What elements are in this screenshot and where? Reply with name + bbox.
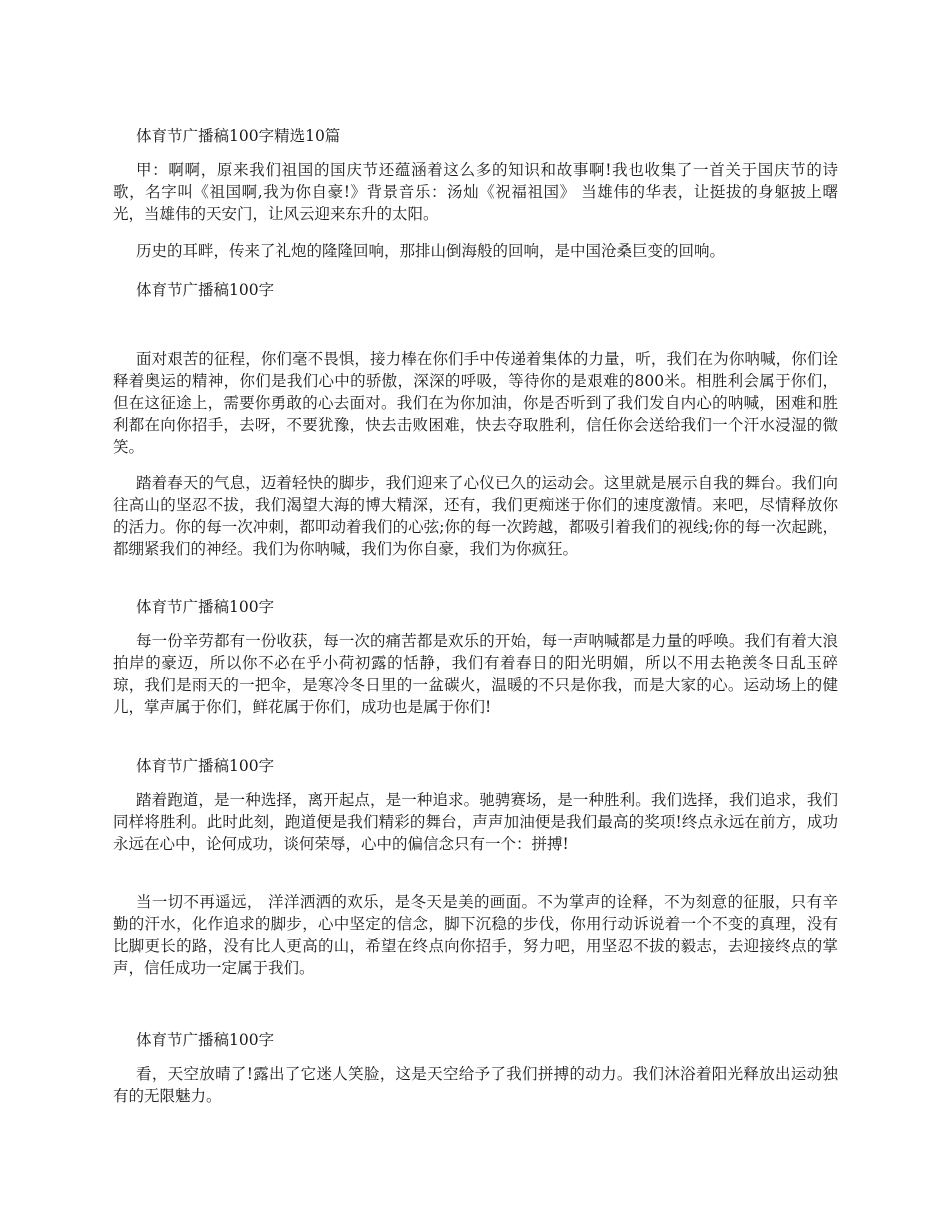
paragraph-history-echo: 历史的耳畔，传来了礼炮的隆隆回响，那排山倒海般的回响，是中国沧桑巨变的回响。 bbox=[136, 242, 726, 260]
section-heading-4: 体育节广播稿100字 bbox=[136, 1031, 275, 1049]
paragraph-reward: 每一份辛劳都有一份收获，每一次的痛苦都是欢乐的开始，每一声呐喊都是力量的呼唤。我们有着大浪拍岸的豪迈，所以你不必在乎小荷初露的恬静，我们有着春日的阳光明媚，所以不用去艳羡冬日乱玉碎琼，我们是雨天的一把伞，是寒冷冬日里的一盆碳火，温暖的不只是你我，而是大家的心。运动场上的健儿，掌声属于你们，鲜花属于你们，成功也是属于你们! bbox=[113, 632, 838, 716]
paragraph-winter: 当一切不再遥远， 洋洋洒洒的欢乐，是冬天是美的画面。不为掌声的诠释，不为刻意的征服，只有辛勤的汗水，化作追求的脚步，心中坚定的信念，脚下沉稳的步伐，你用行动诉说着一个不变的真理，没有比脚更长的路，没有比人更高的山，希望在终点向你招手，努力吧，用坚忍不拔的毅志，去迎接终点的掌声，信任成功一定属于我们。 bbox=[113, 893, 838, 977]
paragraph-track: 踏着跑道，是一种选择，离开起点，是一种追求。驰骋赛场，是一种胜利。我们选择，我们追求，我们同样将胜利。此时此刻，跑道便是我们精彩的舞台，声声加油便是我们最高的奖项!终点永远在前方，成功永远在心中，论何成功，谈何荣辱，心中的偏信念只有一个：拼搏! bbox=[113, 791, 838, 853]
paragraph-national-day: 甲：啊啊，原来我们祖国的国庆节还蕴涵着这么多的知识和故事啊!我也收集了一首关于国庆节的诗歌，名字叫《祖国啊,我为你自豪!》背景音乐：汤灿《祝福祖国》 当雄伟的华表，让挺拔的身躯披上曙光，当雄伟的天安门，让风云迎来东升的太阳。 bbox=[113, 161, 838, 223]
paragraph-spring: 踏着春天的气息，迈着轻快的脚步，我们迎来了心仪已久的运动会。这里就是展示自我的舞台。我们向往高山的坚忍不拔，我们渴望大海的博大精深，还有，我们更痴迷于你们的速度激情。来吧，尽情释放你的活力。你的每一次冲刺，都叩动着我们的心弦;你的每一次跨越，都吸引着我们的视线;你的每一次起跳，都绷紧我们的神经。我们为你呐喊，我们为你自豪，我们为你疯狂。 bbox=[113, 474, 838, 558]
section-heading-3: 体育节广播稿100字 bbox=[136, 757, 275, 775]
document-title: 体育节广播稿100字精选10篇 bbox=[136, 127, 341, 145]
paragraph-sky: 看，天空放晴了!露出了它迷人笑脸，这是天空给予了我们拼搏的动力。我们沐浴着阳光释放出运动独有的无限魅力。 bbox=[113, 1065, 838, 1105]
section-heading-1: 体育节广播稿100字 bbox=[136, 281, 275, 299]
paragraph-hardship: 面对艰苦的征程，你们毫不畏惧，接力棒在你们手中传递着集体的力量，听，我们在为你呐喊，你们诠释着奥运的精神，你们是我们心中的骄傲，深深的呼吸，等待你的是艰难的800米。相胜利会属于你们，但在这征途上，需要你勇敢的心去面对。我们在为你加油，你是否听到了我们发自内心的呐喊，困难和胜利都在向你招手，去呀，不要犹豫，快去击败困难，快去夺取胜利，信任你会送给我们一个汗水浸湿的微笑。 bbox=[113, 350, 838, 456]
section-heading-2: 体育节广播稿100字 bbox=[136, 598, 275, 616]
